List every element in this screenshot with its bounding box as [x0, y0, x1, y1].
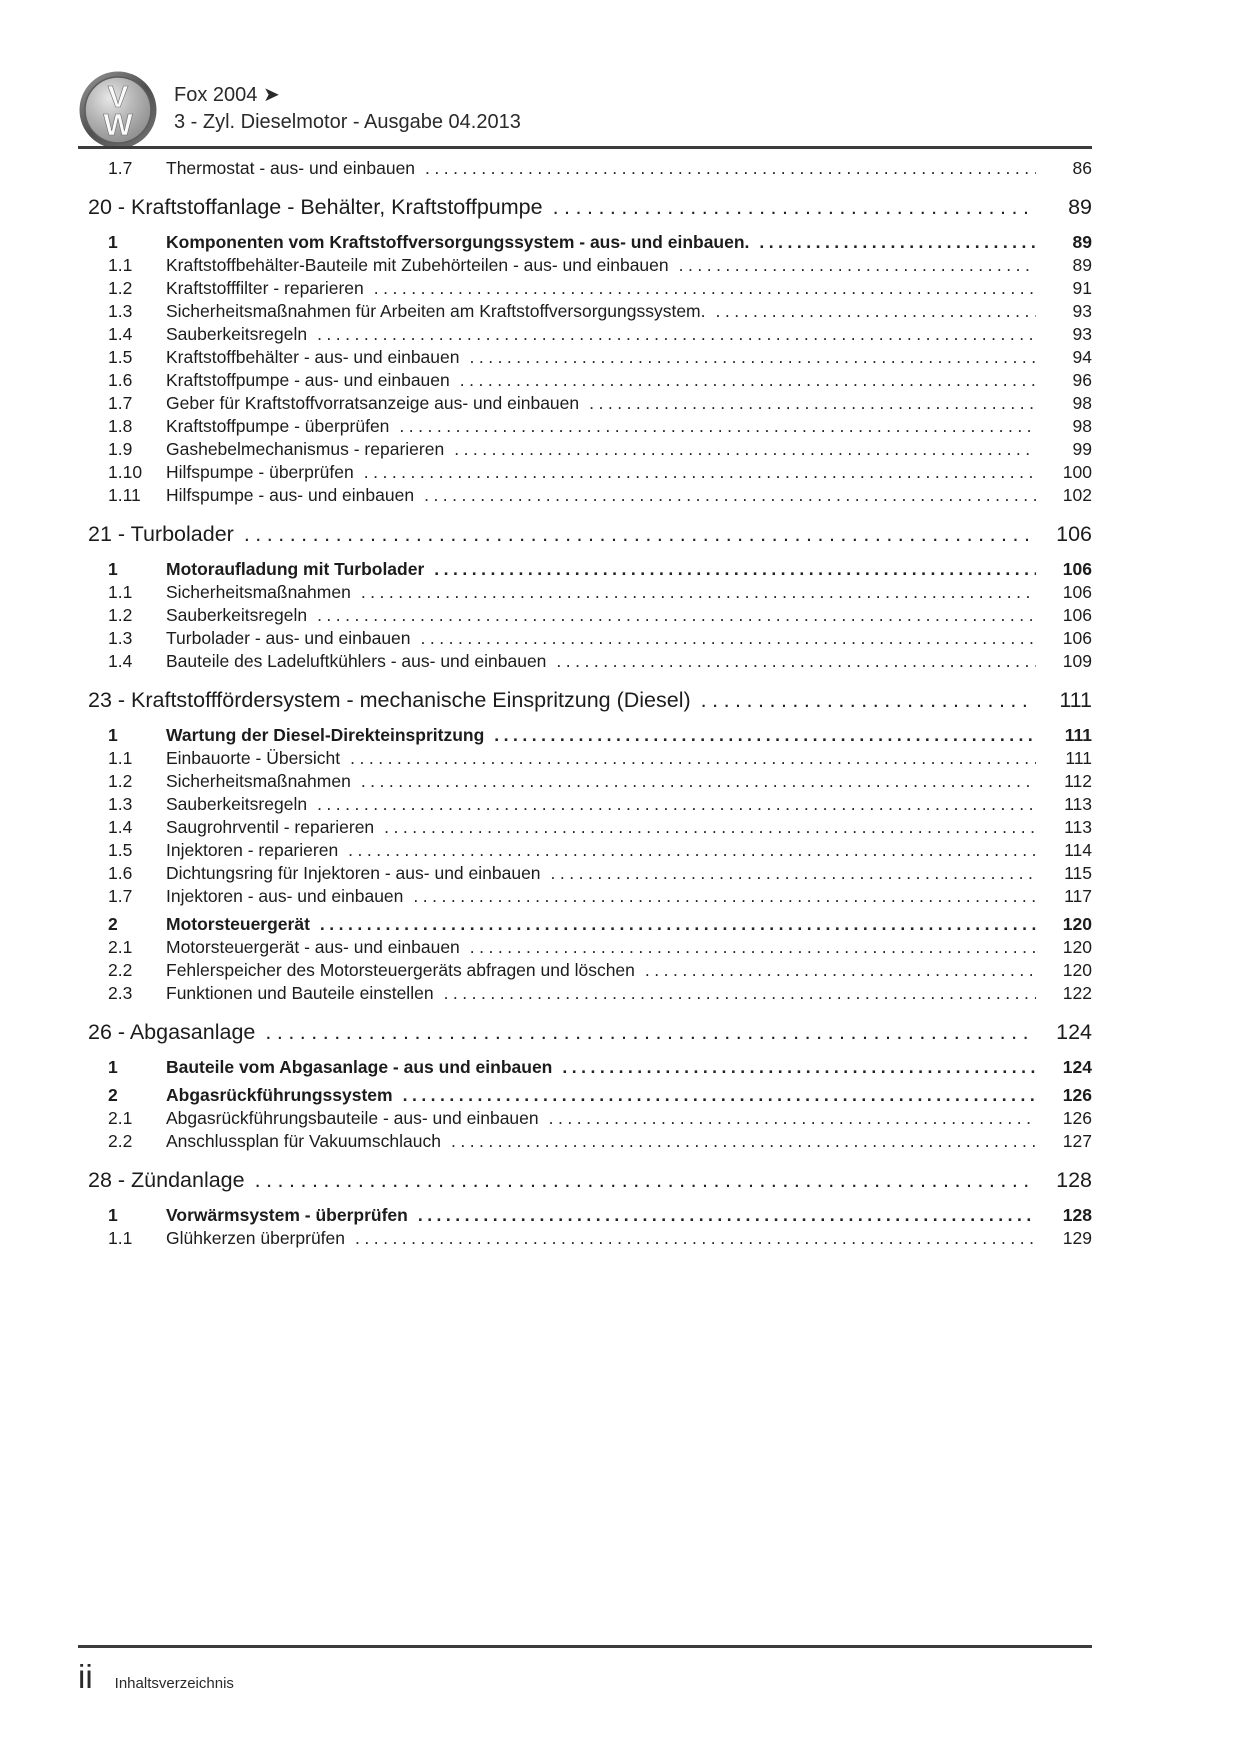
svg-text:V: V: [107, 79, 129, 114]
toc-entry-page: 93: [1072, 324, 1092, 344]
page-footer: [78, 1658, 1092, 1696]
toc-dot-leader: [444, 983, 1036, 1004]
toc-entry-row: [78, 347, 1092, 370]
toc-entry-page: 96: [1072, 370, 1092, 390]
toc-entry-row: [78, 485, 1092, 508]
toc-entry-page: 112: [1064, 771, 1092, 791]
toc-entry-page: 98: [1072, 393, 1092, 413]
toc-entry-title: Bauteile vom Abgasanlage - aus und einbauen: [166, 1057, 553, 1077]
svg-text:W: W: [103, 107, 133, 142]
toc-dot-leader: [317, 794, 1036, 815]
toc-entry-number: 2.1: [108, 937, 133, 957]
toc-entry-page: 126: [1062, 1085, 1092, 1105]
toc-entry-page: 86: [1072, 158, 1092, 178]
toc-entry-page: 93: [1072, 301, 1092, 321]
toc-entry-number: 1.2: [108, 605, 133, 625]
toc-dot-leader: [374, 278, 1036, 299]
toc-entry-number: 1.4: [108, 324, 133, 344]
vw-logo-icon: [78, 70, 158, 150]
toc-chapter-row: [78, 1168, 1092, 1200]
page-header: [78, 70, 1092, 150]
toc-entry-row: [78, 158, 1092, 181]
toc-entry-page: 106: [1056, 522, 1092, 546]
toc-entry-page: 111: [1064, 725, 1092, 745]
toc-entry-row: [78, 983, 1092, 1006]
toc-entry-page: 124: [1056, 1020, 1092, 1044]
toc-dot-leader: [701, 688, 1032, 713]
toc-dot-leader: [320, 914, 1036, 935]
toc-entry-row: [78, 1108, 1092, 1131]
toc-entry-page: 111: [1059, 688, 1092, 712]
toc-entry-row: [78, 937, 1092, 960]
toc-entry-row: [78, 914, 1092, 937]
toc-entry-title: Sicherheitsmaßnahmen: [166, 582, 351, 602]
toc-entry-page: 127: [1062, 1131, 1092, 1151]
toc-dot-leader: [759, 232, 1036, 253]
toc-dot-leader: [589, 393, 1036, 414]
toc-entry-number: 1: [108, 232, 118, 252]
toc-entry-title: Kraftstoffbehälter-Bauteile mit Zubehörteilen - aus- und einbauen: [166, 255, 669, 275]
toc-entry-page: 122: [1062, 983, 1092, 1003]
toc-entry-number: 1.2: [108, 278, 133, 298]
toc-entry-row: [78, 324, 1092, 347]
toc-dot-leader: [348, 840, 1036, 861]
toc-entry-number: 1.1: [108, 255, 133, 275]
toc-entry-page: 99: [1072, 439, 1092, 459]
toc-entry-page: 113: [1064, 794, 1092, 814]
toc-dot-leader: [425, 158, 1036, 179]
footer-divider: [78, 1645, 1092, 1648]
toc-entry-page: 106: [1062, 582, 1092, 602]
toc-entry-number: 1.11: [108, 485, 141, 505]
toc-dot-leader: [451, 1131, 1036, 1152]
toc-entry-title: 26 - Abgasanlage: [88, 1020, 256, 1044]
toc-dot-leader: [265, 1020, 1032, 1045]
toc-entry-row: [78, 462, 1092, 485]
toc-entry-page: 98: [1072, 416, 1092, 436]
toc-dot-leader: [364, 462, 1036, 483]
toc-entry-page: 109: [1062, 651, 1092, 671]
header-model-title: Fox 2004 ➤: [174, 84, 280, 106]
toc-entry-title: 23 - Kraftstofffördersystem - mechanische Einspritzung (Diesel): [88, 688, 691, 712]
toc-entry-title: Kraftstoffpumpe - überprüfen: [166, 416, 390, 436]
toc-entry-title: Bauteile des Ladeluftkühlers - aus- und einbauen: [166, 651, 547, 671]
toc-entry-page: 120: [1062, 914, 1092, 934]
toc-entry-row: [78, 840, 1092, 863]
toc-dot-leader: [413, 886, 1036, 907]
toc-entry-number: 1.7: [108, 393, 133, 413]
toc-entry-row: [78, 960, 1092, 983]
toc-entry-title: Fehlerspeicher des Motorsteuergeräts abfragen und löschen: [166, 960, 635, 980]
toc-dot-leader: [424, 485, 1036, 506]
toc-entry-page: 94: [1072, 347, 1092, 367]
toc-entry-number: 1.3: [108, 301, 133, 321]
toc-entry-number: 1.1: [108, 1228, 133, 1248]
toc-entry-number: 1.5: [108, 840, 133, 860]
toc-entry-title: Motoraufladung mit Turbolader: [166, 559, 425, 579]
toc-entry-number: 2: [108, 1085, 118, 1105]
toc-chapter-row: [78, 522, 1092, 554]
toc-entry-title: Geber für Kraftstoffvorratsanzeige aus- und einbauen: [166, 393, 580, 413]
toc-dot-leader: [418, 1205, 1036, 1226]
toc-dot-leader: [470, 937, 1036, 958]
toc-dot-leader: [549, 1108, 1036, 1129]
toc-entry-title: Saugrohrventil - reparieren: [166, 817, 375, 837]
toc-entry-row: [78, 582, 1092, 605]
toc-entry-number: 1.4: [108, 817, 133, 837]
toc-entry-page: 100: [1062, 462, 1092, 482]
toc-dot-leader: [556, 651, 1036, 672]
toc-entry-row: [78, 725, 1092, 748]
toc-dot-leader: [244, 522, 1032, 547]
toc-entry-row: [78, 863, 1092, 886]
toc-entry-page: 106: [1062, 605, 1092, 625]
toc-entry-title: Injektoren - reparieren: [166, 840, 339, 860]
toc-entry-title: Glühkerzen überprüfen: [166, 1228, 345, 1248]
toc-dot-leader: [553, 195, 1032, 220]
toc-chapter-row: [78, 195, 1092, 227]
toc-entry-title: Sicherheitsmaßnahmen: [166, 771, 351, 791]
toc-entry-row: [78, 1228, 1092, 1251]
toc-entry-page: 102: [1062, 485, 1092, 505]
toc-entry-row: [78, 1131, 1092, 1154]
toc-entry-row: [78, 301, 1092, 324]
toc-dot-leader: [355, 1228, 1036, 1249]
toc-entry-title: Motorsteuergerät - aus- und einbauen: [166, 937, 460, 957]
footer-label: Inhaltsverzeichnis: [114, 1675, 234, 1692]
toc-entry-number: 1: [108, 1205, 118, 1225]
toc-dot-leader: [317, 324, 1036, 345]
toc-entry-number: 1.7: [108, 886, 133, 906]
toc-entry-row: [78, 605, 1092, 628]
toc-entry-page: 89: [1072, 232, 1092, 252]
toc-entry-page: 111: [1065, 748, 1092, 768]
toc-entry-row: [78, 1085, 1092, 1108]
toc-list: [78, 158, 1092, 1251]
toc-dot-leader: [454, 439, 1036, 460]
toc-dot-leader: [494, 725, 1036, 746]
toc-entry-row: [78, 439, 1092, 462]
toc-entry-number: 1.4: [108, 651, 133, 671]
toc-chapter-row: [78, 688, 1092, 720]
toc-dot-leader: [460, 370, 1036, 391]
toc-entry-title: Komponenten vom Kraftstoffversorgungssystem - aus- und einbauen.: [166, 232, 750, 252]
toc-entry-row: [78, 1057, 1092, 1080]
toc-entry-page: 117: [1064, 886, 1092, 906]
toc-entry-title: Wartung der Diesel-Direkteinspritzung: [166, 725, 485, 745]
toc-dot-leader: [434, 559, 1036, 580]
toc-entry-title: Hilfspumpe - aus- und einbauen: [166, 485, 415, 505]
toc-entry-number: 2.1: [108, 1108, 133, 1128]
toc-entry-page: 120: [1062, 960, 1092, 980]
toc-entry-page: 89: [1068, 195, 1092, 219]
toc-entry-title: Injektoren - aus- und einbauen: [166, 886, 404, 906]
toc-entry-title: Kraftstofffilter - reparieren: [166, 278, 364, 298]
toc-entry-row: [78, 748, 1092, 771]
toc-dot-leader: [361, 582, 1036, 603]
footer-page-number: ii: [78, 1658, 93, 1695]
toc-dot-leader: [645, 960, 1036, 981]
toc-dot-leader: [399, 416, 1036, 437]
toc-entry-row: [78, 817, 1092, 840]
toc-entry-number: 1.9: [108, 439, 133, 459]
toc-entry-row: [78, 651, 1092, 674]
toc-entry-row: [78, 370, 1092, 393]
toc-dot-leader: [562, 1057, 1036, 1078]
toc-entry-number: 1.7: [108, 158, 133, 178]
toc-entry-title: Motorsteuergerät: [166, 914, 310, 934]
toc-entry-page: 113: [1064, 817, 1092, 837]
header-divider: [78, 146, 1092, 149]
toc-entry-page: 124: [1062, 1057, 1092, 1077]
toc-entry-title: 20 - Kraftstoffanlage - Behälter, Kraftstoffpumpe: [88, 195, 543, 219]
toc-entry-page: 114: [1064, 840, 1092, 860]
toc-entry-page: 91: [1072, 278, 1092, 298]
toc-dot-leader: [317, 605, 1036, 626]
toc-dot-leader: [403, 1085, 1036, 1106]
toc-entry-page: 106: [1062, 628, 1092, 648]
toc-entry-title: Abgasrückführungsbauteile - aus- und einbauen: [166, 1108, 539, 1128]
toc-entry-row: [78, 559, 1092, 582]
toc-entry-number: 2.2: [108, 1131, 133, 1151]
header-subtitle: 3 - Zyl. Dieselmotor - Ausgabe 04.2013: [174, 111, 521, 133]
toc-entry-page: 106: [1062, 559, 1092, 579]
toc-entry-number: 1: [108, 1057, 118, 1077]
toc-entry-number: 1: [108, 725, 118, 745]
toc-entry-page: 89: [1072, 255, 1092, 275]
toc-entry-number: 1.8: [108, 416, 133, 436]
toc-entry-page: 128: [1062, 1205, 1092, 1225]
toc-dot-leader: [716, 301, 1036, 322]
toc-dot-leader: [361, 771, 1036, 792]
toc-entry-row: [78, 794, 1092, 817]
toc-entry-title: 21 - Turbolader: [88, 522, 234, 546]
toc-entry-title: Hilfspumpe - überprüfen: [166, 462, 354, 482]
toc-entry-title: Anschlussplan für Vakuumschlauch: [166, 1131, 441, 1151]
toc-entry-title: Einbauorte - Übersicht: [166, 748, 341, 768]
toc-entry-title: Turbolader - aus- und einbauen: [166, 628, 411, 648]
toc-entry-title: Sauberkeitsregeln: [166, 794, 308, 814]
toc-entry-number: 1.5: [108, 347, 133, 367]
toc-entry-row: [78, 886, 1092, 909]
toc-entry-row: [78, 255, 1092, 278]
toc-entry-title: Kraftstoffpumpe - aus- und einbauen: [166, 370, 450, 390]
toc-entry-number: 2.3: [108, 983, 133, 1003]
toc-dot-leader: [551, 863, 1036, 884]
toc-entry-page: 129: [1062, 1228, 1092, 1248]
toc-entry-row: [78, 232, 1092, 255]
toc-entry-title: Vorwärmsystem - überprüfen: [166, 1205, 408, 1225]
toc-entry-title: Funktionen und Bauteile einstellen: [166, 983, 434, 1003]
toc-entry-title: 28 - Zündanlage: [88, 1168, 245, 1192]
toc-entry-number: 1.2: [108, 771, 133, 791]
toc-entry-title: Dichtungsring für Injektoren - aus- und einbauen: [166, 863, 541, 883]
toc-entry-number: 1.6: [108, 370, 133, 390]
toc-entry-row: [78, 278, 1092, 301]
toc-chapter-row: [78, 1020, 1092, 1052]
toc-dot-leader: [469, 347, 1036, 368]
toc-dot-leader: [350, 748, 1036, 769]
toc-dot-leader: [384, 817, 1036, 838]
toc-entry-number: 1.1: [108, 582, 133, 602]
toc-entry-page: 115: [1064, 863, 1092, 883]
toc-entry-number: 1.1: [108, 748, 133, 768]
toc-entry-title: Thermostat - aus- und einbauen: [166, 158, 416, 178]
toc-entry-number: 1.3: [108, 628, 133, 648]
toc-entry-title: Abgasrückführungssystem: [166, 1085, 393, 1105]
toc-dot-leader: [421, 628, 1036, 649]
toc-entry-page: 120: [1062, 937, 1092, 957]
toc-entry-number: 1.10: [108, 462, 143, 482]
toc-entry-title: Sicherheitsmaßnahmen für Arbeiten am Kraftstoffversorgungssystem.: [166, 301, 706, 321]
toc-entry-page: 128: [1056, 1168, 1092, 1192]
toc-dot-leader: [679, 255, 1036, 276]
toc-entry-number: 1: [108, 559, 118, 579]
toc-entry-row: [78, 628, 1092, 651]
toc-entry-number: 2.2: [108, 960, 133, 980]
toc-dot-leader: [255, 1168, 1032, 1193]
toc-entry-number: 1.3: [108, 794, 133, 814]
toc-entry-number: 1.6: [108, 863, 133, 883]
toc-entry-number: 2: [108, 914, 118, 934]
toc-entry-title: Sauberkeitsregeln: [166, 605, 308, 625]
toc-entry-row: [78, 393, 1092, 416]
toc-entry-title: Gashebelmechanismus - reparieren: [166, 439, 445, 459]
toc-entry-title: Sauberkeitsregeln: [166, 324, 308, 344]
toc-entry-page: 126: [1062, 1108, 1092, 1128]
toc-entry-row: [78, 1205, 1092, 1228]
toc-entry-row: [78, 416, 1092, 439]
toc-entry-row: [78, 771, 1092, 794]
toc-entry-title: Kraftstoffbehälter - aus- und einbauen: [166, 347, 460, 367]
